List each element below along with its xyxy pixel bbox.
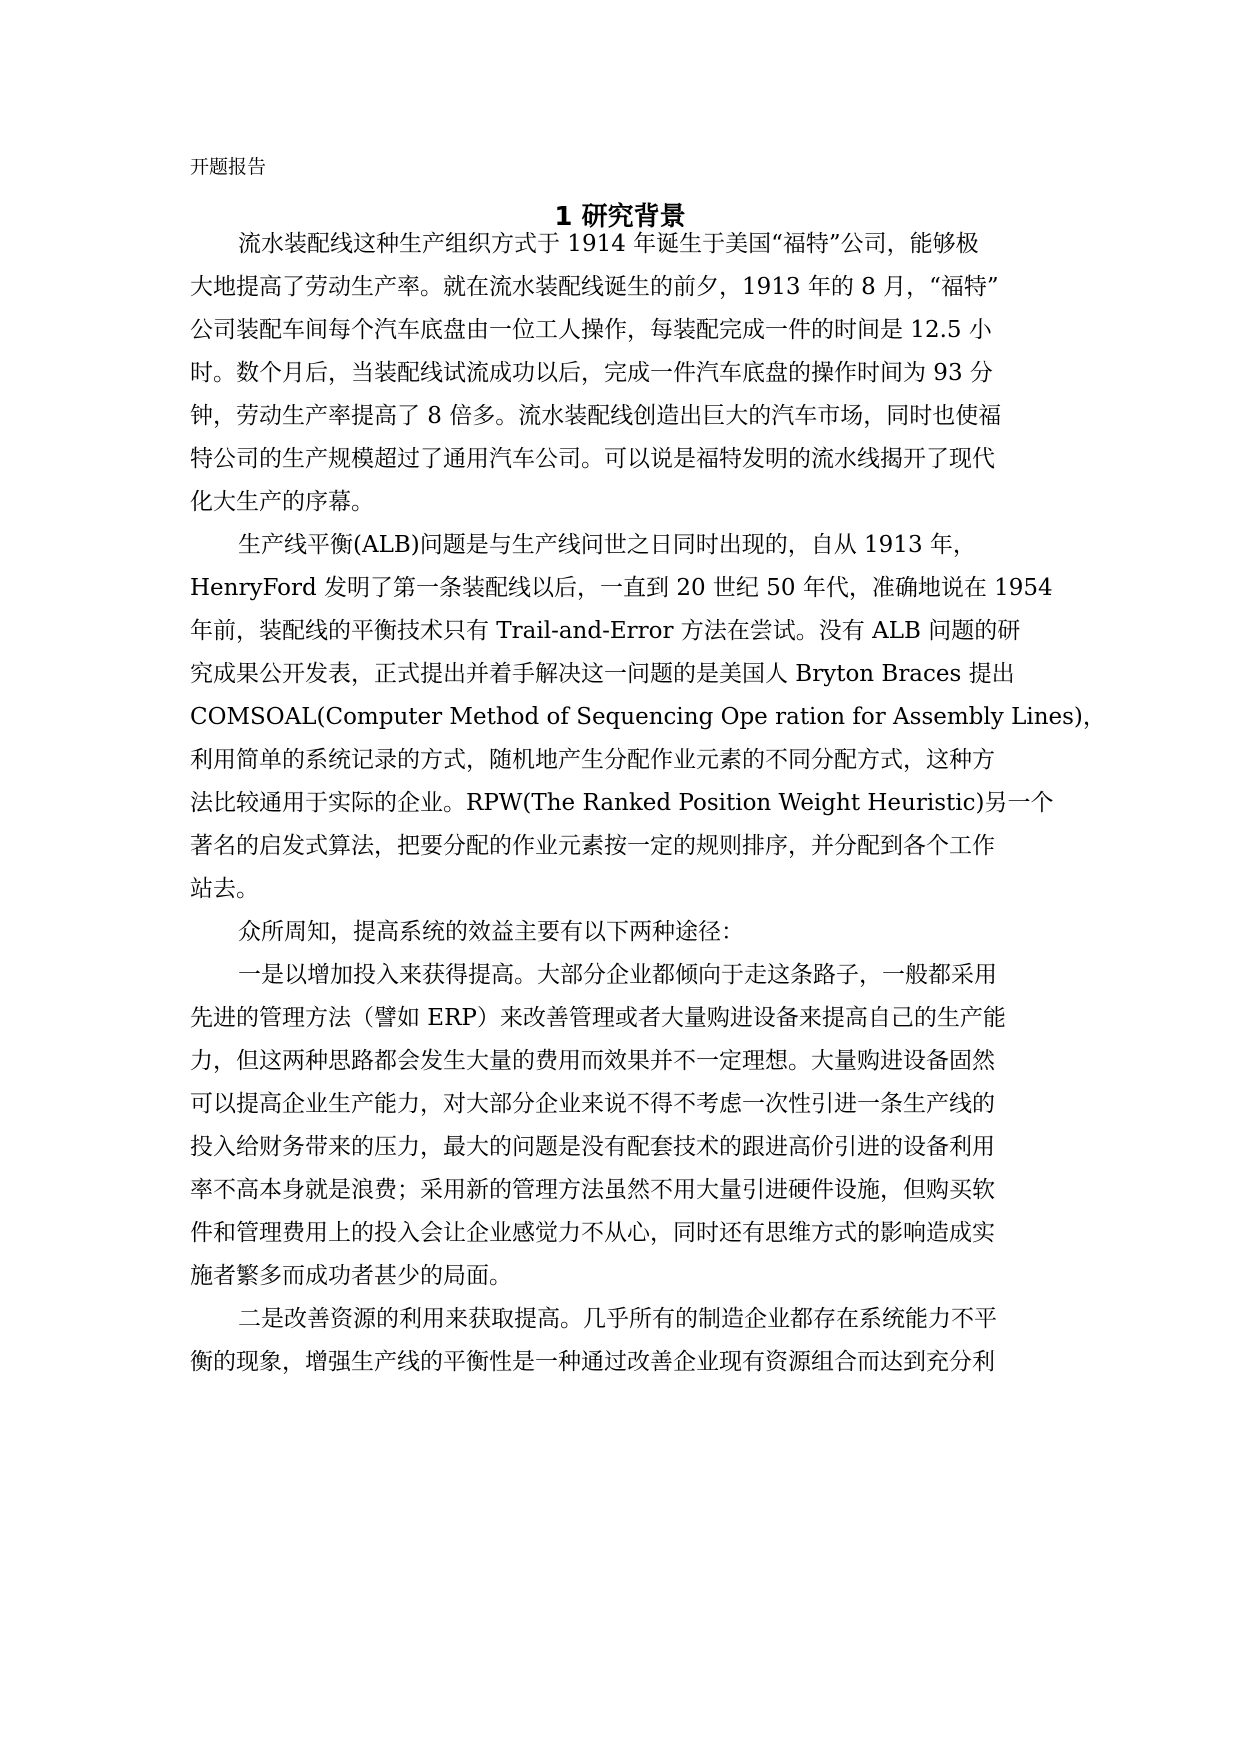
paragraph-line: 流水装配线这种生产组织方式于 1914 年诞生于美国“福特”公司，能够极 [238, 231, 979, 257]
page-header: 开题报告 [190, 156, 267, 178]
paragraph-line: 时。数个月后，当装配线试流成功以后，完成一件汽车底盘的操作时间为 93 分 [190, 360, 993, 386]
paragraph-line: 投入给财务带来的压力，最大的问题是没有配套技术的跟进高价引进的设备利用 [190, 1134, 995, 1160]
paragraph-line: 件和管理费用上的投入会让企业感觉力不从心，同时还有思维方式的影响造成实 [190, 1220, 995, 1246]
paragraph-line: COMSOAL(Computer Method of Sequencing Ope ration for Assembly Lines)， [190, 704, 1106, 730]
paragraph-line: 法比较通用于实际的企业。RPW(The Ranked Position Weight Heuristic)另一个 [190, 790, 1054, 816]
paragraph-line: 特公司的生产规模超过了通用汽车公司。可以说是福特发明的流水线揭开了现代 [190, 446, 995, 472]
paragraph-line: 可以提高企业生产能力，对大部分企业来说不得不考虑一次性引进一条生产线的 [190, 1091, 995, 1117]
paragraph-line: 衡的现象，增强生产线的平衡性是一种通过改善企业现有资源组合而达到充分利 [190, 1349, 995, 1375]
paragraph-line: 众所周知，提高系统的效益主要有以下两种途径： [238, 919, 744, 945]
paragraph-line: 生产线平衡(ALB)问题是与生产线问世之日同时出现的，自从 1913 年， [238, 532, 976, 558]
paragraph-line: HenryFord 发明了第一条装配线以后，一直到 20 世纪 50 年代，准确地说在 1954 [190, 575, 1053, 601]
paragraph-line: 究成果公开发表，正式提出并着手解决这一问题的是美国人 Bryton Braces 提出 [190, 661, 1015, 687]
paragraph-line: 一是以增加投入来获得提高。大部分企业都倾向于走这条路子，一般都采用 [238, 962, 997, 988]
paragraph-line: 先进的管理方法（譬如 ERP）来改善管理或者大量购进设备来提高自己的生产能 [190, 1005, 1006, 1031]
paragraph-line: 化大生产的序幕。 [190, 489, 374, 515]
paragraph-line: 钟，劳动生产率提高了 8 倍多。流水装配线创造出巨大的汽车市场，同时也使福 [190, 403, 1002, 429]
paragraph-line: 施者繁多而成功者甚少的局面。 [190, 1263, 512, 1289]
paragraph-line: 利用简单的系统记录的方式，随机地产生分配作业元素的不同分配方式，这种方 [190, 747, 995, 773]
section-title: 1 研究背景 [554, 202, 686, 232]
paragraph-line: 公司装配车间每个汽车底盘由一位工人操作，每装配完成一件的时间是 12.5 小 [190, 317, 992, 343]
paragraph-line: 力，但这两种思路都会发生大量的费用而效果并不一定理想。大量购进设备固然 [190, 1048, 995, 1074]
paragraph-line: 大地提高了劳动生产率。就在流水装配线诞生的前夕，1913 年的 8 月，“福特” [190, 274, 999, 300]
paragraph-line: 著名的启发式算法，把要分配的作业元素按一定的规则排序，并分配到各个工作 [190, 833, 995, 859]
paragraph-line: 年前，装配线的平衡技术只有 Trail-and-Error 方法在尝试。没有 ALB 问题的研 [190, 618, 1021, 644]
paragraph-line: 二是改善资源的利用来获取提高。几乎所有的制造企业都存在系统能力不平 [238, 1306, 997, 1332]
paragraph-line: 站去。 [190, 876, 259, 902]
paragraph-line: 率不高本身就是浪费；采用新的管理方法虽然不用大量引进硬件设施，但购买软 [190, 1177, 995, 1203]
